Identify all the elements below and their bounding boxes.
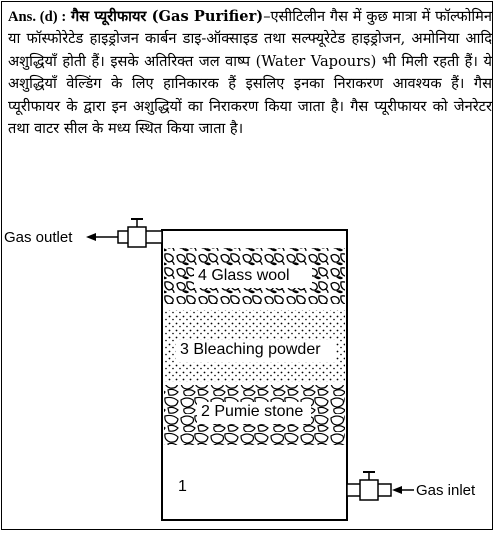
- inlet-arrow-head: [392, 486, 402, 494]
- answer-body: –एसीटिलीन गैस में कुछ मात्रा में फॉल्फोमिन या फॉस्फोरेटेड हाइड्रोजन कार्बन डाइ-ऑक्साइड तथा सल्फ्यूरेटेड हाइड्रोजन, अमोनिया आदि अशुद्धियाँ होती हैं। इसके अतिरिक्त जल वाष्प (Water Vapours) भी मिली रहती हैं। ये अशुद्धियाँ वेल्डिंग के लिए हानिकारक हैं इसलिए इनका निराकरण आवश्यक हैं। गैस प्यूरीफायर के द्वारा इन अशुद्धियों का निराकरण किया जाता है। गैस प्यूरीफायर को जेनरेटर तथा वाटर सील के मध्य स्थित किया जाता है।: [8, 8, 492, 138]
- layer2-label: 2 Pumie stone: [201, 403, 304, 420]
- gas-outlet-label: Gas outlet: [4, 229, 73, 246]
- answer-term: गैस प्यूरीफायर (Gas Purifier): [71, 8, 264, 25]
- layer4-label: 4 Glass wool: [198, 267, 290, 284]
- gas-inlet-label: Gas inlet: [416, 482, 476, 499]
- layer1-label: 1: [178, 478, 187, 495]
- outlet-arrow-head: [86, 233, 96, 241]
- outlet-valve-icon: [128, 227, 146, 247]
- inlet-valve-icon: [360, 480, 378, 500]
- layer3-label: 3 Bleaching powder: [180, 341, 321, 358]
- answer-label: Ans. (d) :: [8, 9, 67, 25]
